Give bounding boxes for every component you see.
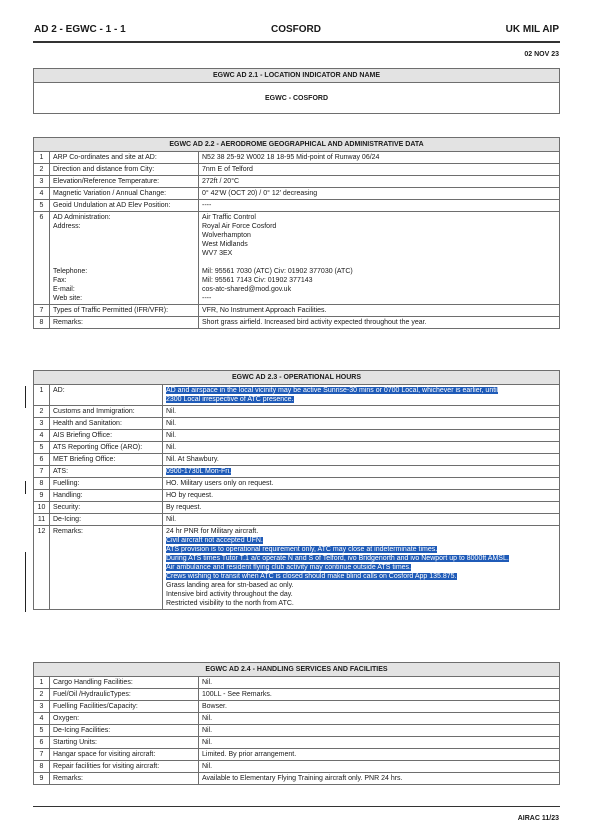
section-2-3-table [33,370,560,610]
row-number: 12 [34,526,50,610]
row-number: 9 [34,773,50,785]
table-row [34,713,560,725]
table-row [34,514,560,526]
row-value: 100LL - See Remarks. [199,689,560,701]
table-row [34,317,560,329]
row-label: Fuelling: [50,478,163,490]
table-row [34,689,560,701]
table-row [34,188,560,200]
row-number: 8 [34,317,50,329]
effective-date: 02 NOV 23 [524,51,559,58]
row-value: 7nm E of Telford [199,164,560,176]
row-label: Fuelling Facilities/Capacity: [50,701,199,713]
row-label: Security: [50,502,163,514]
table-row [34,749,560,761]
row-label: Types of Traffic Permitted (IFR/VFR): [50,305,199,317]
table-row [34,212,560,305]
amendment-bar [25,552,26,612]
row-label: Remarks: [50,317,199,329]
row-number: 5 [34,725,50,737]
row-number: 11 [34,514,50,526]
row-value: HO by request. [163,490,560,502]
row-label: Repair facilities for visiting aircraft: [50,761,199,773]
row-label: ARP Co-ordinates and site at AD: [50,152,199,164]
row-label: ATS: [50,466,163,478]
row-value: N52 38 25-92 W002 18 18-95 Mid-point of Runway 06/24 [199,152,560,164]
table-row [34,502,560,514]
section-2-4-title: EGWC AD 2.4 - HANDLING SERVICES AND FACILITIES [34,663,560,677]
section-2-4-table [33,662,560,785]
row-number: 2 [34,689,50,701]
section-2-1-table [33,68,560,114]
table-row [34,478,560,490]
row-number: 5 [34,442,50,454]
row-number: 1 [34,677,50,689]
table-row [34,152,560,164]
table-row [34,701,560,713]
row-label: Hangar space for visiting aircraft: [50,749,199,761]
row-number: 8 [34,761,50,773]
row-value: Nil. At Shawbury. [163,454,560,466]
footer-rule [33,806,560,807]
row-label: Starting Units: [50,737,199,749]
row-number: 5 [34,200,50,212]
row-label: Health and Sanitation: [50,418,163,430]
row-value: Bowser. [199,701,560,713]
row-value: Available to Elementary Flying Training aircraft only. PNR 24 hrs. [199,773,560,785]
table-row [34,725,560,737]
table-row [34,385,560,406]
row-label: Oxygen: [50,713,199,725]
header-rule [33,41,560,43]
table-row [34,490,560,502]
row-label: Remarks: [50,526,163,610]
table-row [34,454,560,466]
row-label: Magnetic Variation / Annual Change: [50,188,199,200]
admin-values: Air Traffic Control Royal Air Force Cosford Wolverhampton West Midlands WV7 3EX Mil: 95561 7030 (ATC) Civ: 01902 377030 (ATC) Mil: 95561 7143 Civ: 01902 377143 cos-atc-shared@mod.gov.uk ---- [199,212,560,305]
row-value: Limited. By prior arrangement. [199,749,560,761]
row-number: 7 [34,466,50,478]
row-value: Nil. [199,737,560,749]
table-row [34,430,560,442]
table-row [34,176,560,188]
row-label: AD: [50,385,163,406]
row-value: Nil. [163,430,560,442]
row-label: Cargo Handling Facilities: [50,677,199,689]
row-label: AIS Briefing Office: [50,430,163,442]
row-label: Customs and Immigration: [50,406,163,418]
table-row [34,200,560,212]
admin-labels: AD Administration: Address: Telephone: Fax: E-mail: Web site: [50,212,199,305]
row-label: De-Icing Facilities: [50,725,199,737]
row-label: Direction and distance from City: [50,164,199,176]
page-id: AD 2 - EGWC - 1 - 1 [34,24,126,35]
row-value: HO. Military users only on request. [163,478,560,490]
table-row [34,164,560,176]
row-value: Nil. [163,406,560,418]
table-row [34,737,560,749]
table-row [34,466,560,478]
aerodrome-name-header: COSFORD [271,24,321,35]
row-number: 3 [34,176,50,188]
row-number: 8 [34,478,50,490]
section-2-2-title: EGWC AD 2.2 - AERODROME GEOGRAPHICAL AND ADMINISTRATIVE DATA [34,138,560,152]
table-row [34,442,560,454]
ad-hours-value: AD and airspace in the local vicinity may be active Sunrise-30 mins or 0700 Local, whichever is earlier, until 2300 Local irrespective of ATC presence. [163,385,560,406]
row-value: Short grass airfield. Increased bird activity expected throughout the year. [199,317,560,329]
row-number: 6 [34,454,50,466]
row-label: Geoid Undulation at AD Elev Position: [50,200,199,212]
table-row [34,406,560,418]
row-label: Handling: [50,490,163,502]
row-value: Nil. [163,442,560,454]
row-label: De-Icing: [50,514,163,526]
row-value: Nil. [199,761,560,773]
row-label: Remarks: [50,773,199,785]
amendment-bar [25,386,26,408]
section-2-3-title: EGWC AD 2.3 - OPERATIONAL HOURS [34,371,560,385]
airac-cycle: AIRAC 11/23 [517,815,559,822]
location-indicator: EGWC - COSFORD [34,83,560,114]
row-label: Elevation/Reference Temperature: [50,176,199,188]
section-2-2-table [33,137,560,329]
row-number: 7 [34,305,50,317]
amendment-bar [25,481,26,494]
row-value: Nil. [199,677,560,689]
row-value: Nil. [163,418,560,430]
row-number: 6 [34,737,50,749]
table-row [34,418,560,430]
table-row [34,305,560,317]
row-number: 4 [34,713,50,725]
table-row [34,773,560,785]
table-row [34,526,560,610]
ats-hours-value: 0900-1730L Mon-Fri. [163,466,560,478]
row-number: 4 [34,430,50,442]
row-value: 272ft / 20°C [199,176,560,188]
row-value: By request. [163,502,560,514]
row-number: 1 [34,385,50,406]
row-value: Nil. [199,713,560,725]
row-label: MET Briefing Office: [50,454,163,466]
row-number: 3 [34,701,50,713]
section-2-1-title: EGWC AD 2.1 - LOCATION INDICATOR AND NAME [34,69,560,83]
row-number: 7 [34,749,50,761]
row-label: ATS Reporting Office (ARO): [50,442,163,454]
row-number: 4 [34,188,50,200]
row-number: 1 [34,152,50,164]
row-number: 3 [34,418,50,430]
row-number: 6 [34,212,50,305]
row-value: Nil. [199,725,560,737]
row-value: Nil. [163,514,560,526]
row-value: VFR, No Instrument Approach Facilities. [199,305,560,317]
remarks-value: 24 hr PNR for Military aircraft. Civil aircraft not accepted UFN. ATS provision is to operational requirement only, ATC may close at indeterminate times. During ATS times Tutor T.1 a/c operate N and S of Telford, ivo Bridgenorth and ivo Newport up to 8000ft AMSL. Air ambulance and resident flying club activity may continue outside ATS times. Crews wishing to transit when ATC is closed should make blind calls on Cosford App 135.875. Grass landing area for stn-based ac only. Intensive bird activity throughout the day. Restricted visibility to the north from ATC. [163,526,560,610]
table-row [34,761,560,773]
row-value: ---- [199,200,560,212]
row-label: Fuel/Oil /HydraulicTypes: [50,689,199,701]
row-number: 2 [34,406,50,418]
row-number: 9 [34,490,50,502]
publication-name: UK MIL AIP [505,24,559,35]
row-value: 0° 42'W (OCT 20) / 0° 12' decreasing [199,188,560,200]
row-number: 2 [34,164,50,176]
row-number: 10 [34,502,50,514]
table-row [34,677,560,689]
